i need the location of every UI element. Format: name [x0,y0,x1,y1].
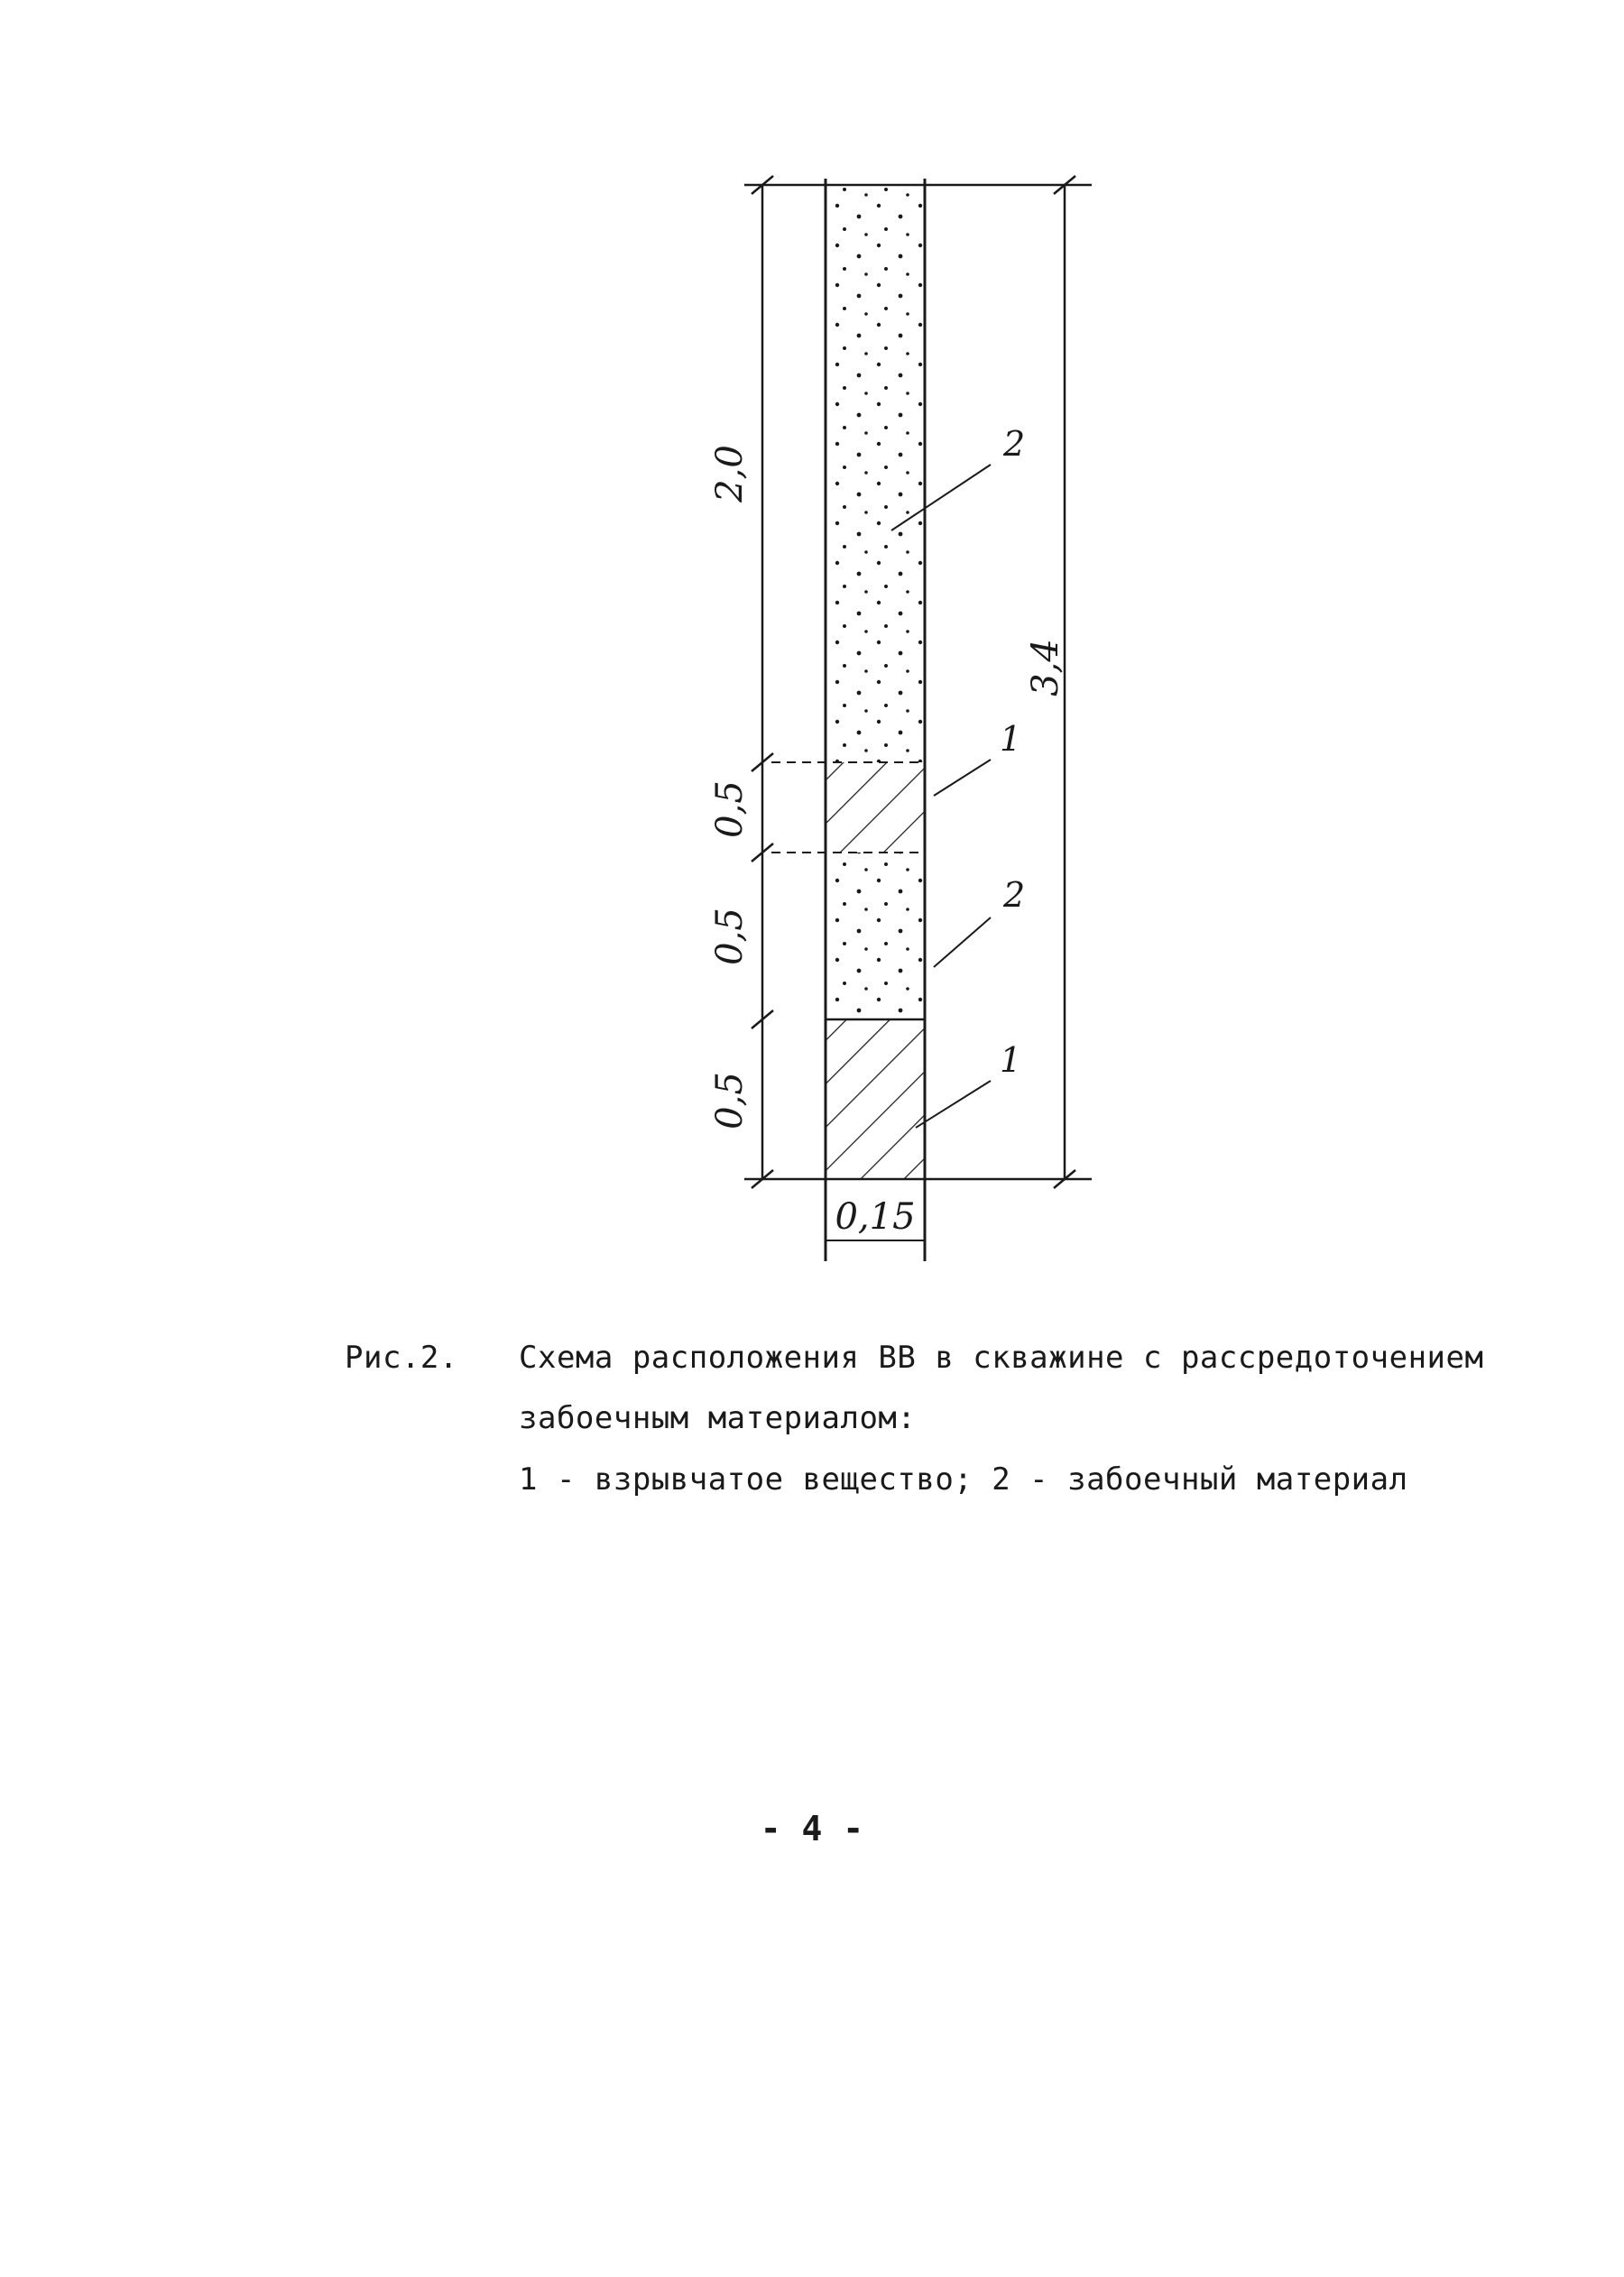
leader-middle-stemming [934,917,991,967]
callout-upper-charge: 1 [1000,719,1022,759]
middle-stemming-section [826,853,925,1019]
lower-charge-section [826,1019,925,1179]
dim-total-depth: 3,4 [1025,639,1066,696]
caption-line-1: Схема расположения ВВ в скважине с рассредоточением [519,1340,1484,1376]
callout-lower-charge: 1 [1000,1040,1022,1080]
leader-lower-charge [916,1081,991,1128]
dim-diameter: 0,15 [835,1196,916,1238]
dim-lower-charge: 0,5 [709,1072,751,1129]
top-stemming-section [826,185,925,762]
dim-upper-charge: 0,5 [709,780,751,838]
upper-charge-section [826,762,925,853]
page-number: - 4 - [760,1809,864,1848]
dim-middle-stemming: 0,5 [709,908,751,965]
callout-top-stemming: 2 [1003,424,1026,464]
caption-line-2: забоечным материалом: [519,1400,917,1436]
leader-upper-charge [934,760,991,796]
caption-line-3: 1 - взрывчатое вещество; 2 - забоечный материал [519,1461,1408,1498]
figure-label: Рис.2. [345,1340,458,1376]
dim-top-stemming: 2,0 [709,445,751,502]
callout-middle-stemming: 2 [1003,875,1026,915]
